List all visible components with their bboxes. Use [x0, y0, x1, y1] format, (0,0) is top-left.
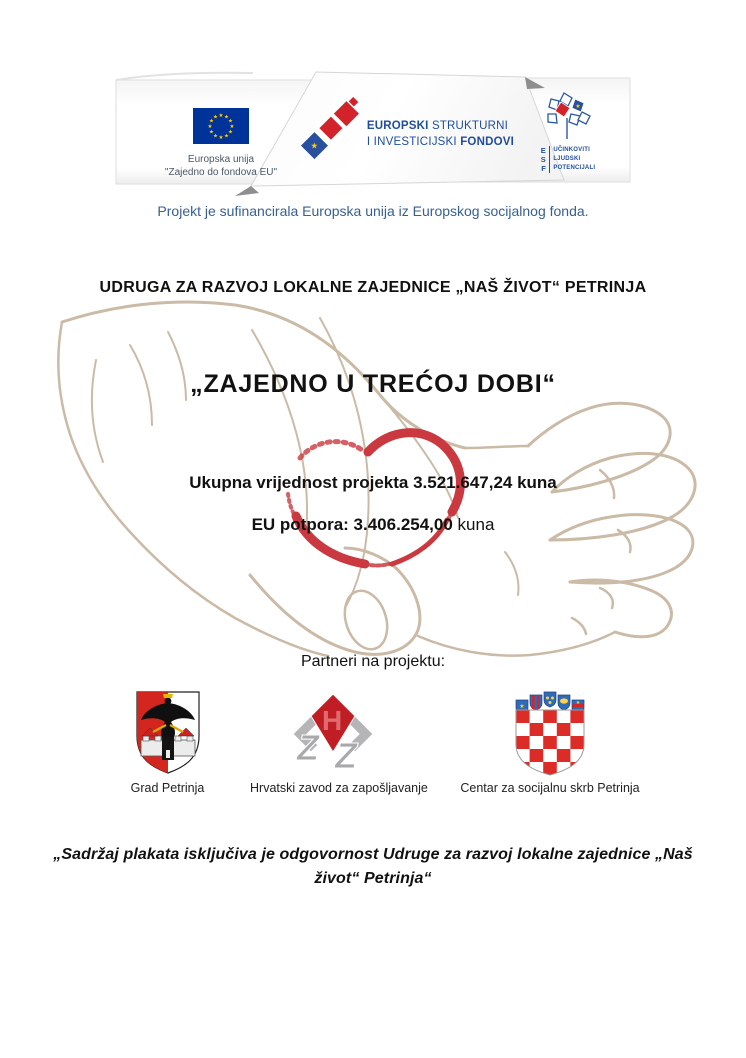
partner-caption: Grad Petrinja: [130, 781, 205, 795]
svg-text:★: ★: [228, 129, 233, 136]
partner-caption: Centar za socijalnu skrb Petrinja: [460, 781, 640, 795]
disclaimer-text: „Sadržaj plakata isključiva je odgovornost Udruge za razvoj lokalne zajednice „Naš život“ Petrinja“: [53, 846, 693, 887]
eu-flag-icon: [193, 108, 249, 144]
esf-flower-icon: [542, 92, 594, 140]
svg-text:★: ★: [575, 104, 581, 110]
svg-text:★: ★: [218, 113, 224, 119]
esf-block: [513, 92, 623, 173]
partners-heading: Partneri na projektu:: [300, 653, 446, 670]
eu-funding-banner: [113, 64, 643, 200]
svg-text:H: H: [321, 705, 342, 736]
total-value-line: Ukupna vrijednost projekta 3.521.647,24 kuna: [189, 473, 557, 492]
esf-word-3: POTENCIJALI: [553, 165, 596, 171]
eu-caption-line1: Europska unija: [187, 154, 255, 165]
hzz-logo-icon: [285, 692, 381, 776]
eu-caption-line2: "Zajedno do fondova EU": [164, 166, 278, 178]
partner-caption: Hrvatski zavod za zapošljavanje: [250, 781, 428, 795]
svg-text:★: ★: [218, 135, 224, 141]
grad-petrinja-coat-of-arms-icon: [133, 688, 203, 776]
partner-grad-petrinja: [100, 686, 235, 795]
esif-diamonds-icon: [298, 94, 362, 174]
esf-words: [550, 146, 595, 173]
esif-title-reg2: I INVESTICIJSKI: [366, 136, 461, 148]
esf-word-2: LJUDSKI: [553, 156, 581, 162]
svg-text:★: ★: [209, 129, 214, 136]
esf-letter-s: S: [540, 155, 546, 164]
svg-text:★: ★: [224, 133, 229, 140]
eu-support-line: [0, 515, 746, 535]
project-title: „ZAJEDNO U TREĆOJ DOBI“: [190, 370, 556, 398]
svg-text:★: ★: [228, 118, 233, 125]
svg-text:★: ★: [209, 118, 214, 125]
partner-hzz: [250, 686, 428, 795]
eu-support-currency: kuna: [452, 515, 495, 534]
esf-letter-f: F: [541, 164, 546, 173]
funding-note: Projekt je sufinancirala Europska unija iz Europskog socijalnog fonda.: [157, 203, 589, 219]
esf-letters: [541, 146, 549, 173]
svg-text:★: ★: [213, 133, 218, 140]
esif-title-bold2: FONDOVI: [460, 136, 514, 148]
svg-text:★: ★: [575, 700, 581, 706]
svg-text:★: ★: [224, 114, 229, 121]
svg-text:★: ★: [519, 704, 525, 710]
esif-block: [298, 94, 514, 174]
esif-title-reg1: STRUKTURNI: [428, 120, 509, 132]
svg-text:Z: Z: [296, 727, 319, 768]
esf-word-1: UČINKOVITI: [553, 147, 590, 153]
svg-text:★: ★: [310, 140, 319, 151]
eu-flag-block: [161, 108, 281, 179]
heart-sketch: [288, 433, 460, 566]
esif-title-bold1: EUROPSKI: [366, 120, 429, 132]
eu-support-amount: EU potpora: 3.406.254,00: [251, 515, 453, 534]
esif-title: [367, 118, 514, 150]
svg-text:★: ★: [207, 124, 213, 130]
svg-text:★: ★: [229, 124, 235, 130]
svg-text:Z: Z: [334, 735, 357, 776]
esf-letter-e: E: [540, 146, 546, 155]
svg-text:★: ★: [213, 114, 218, 121]
croatian-coat-of-arms-icon: [510, 688, 590, 776]
organization-title: UDRUGA ZA RAZVOJ LOKALNE ZAJEDNICE „NAŠ ŽIVOT“ PETRINJA: [99, 279, 647, 296]
partner-czss-petrinja: [435, 686, 665, 795]
